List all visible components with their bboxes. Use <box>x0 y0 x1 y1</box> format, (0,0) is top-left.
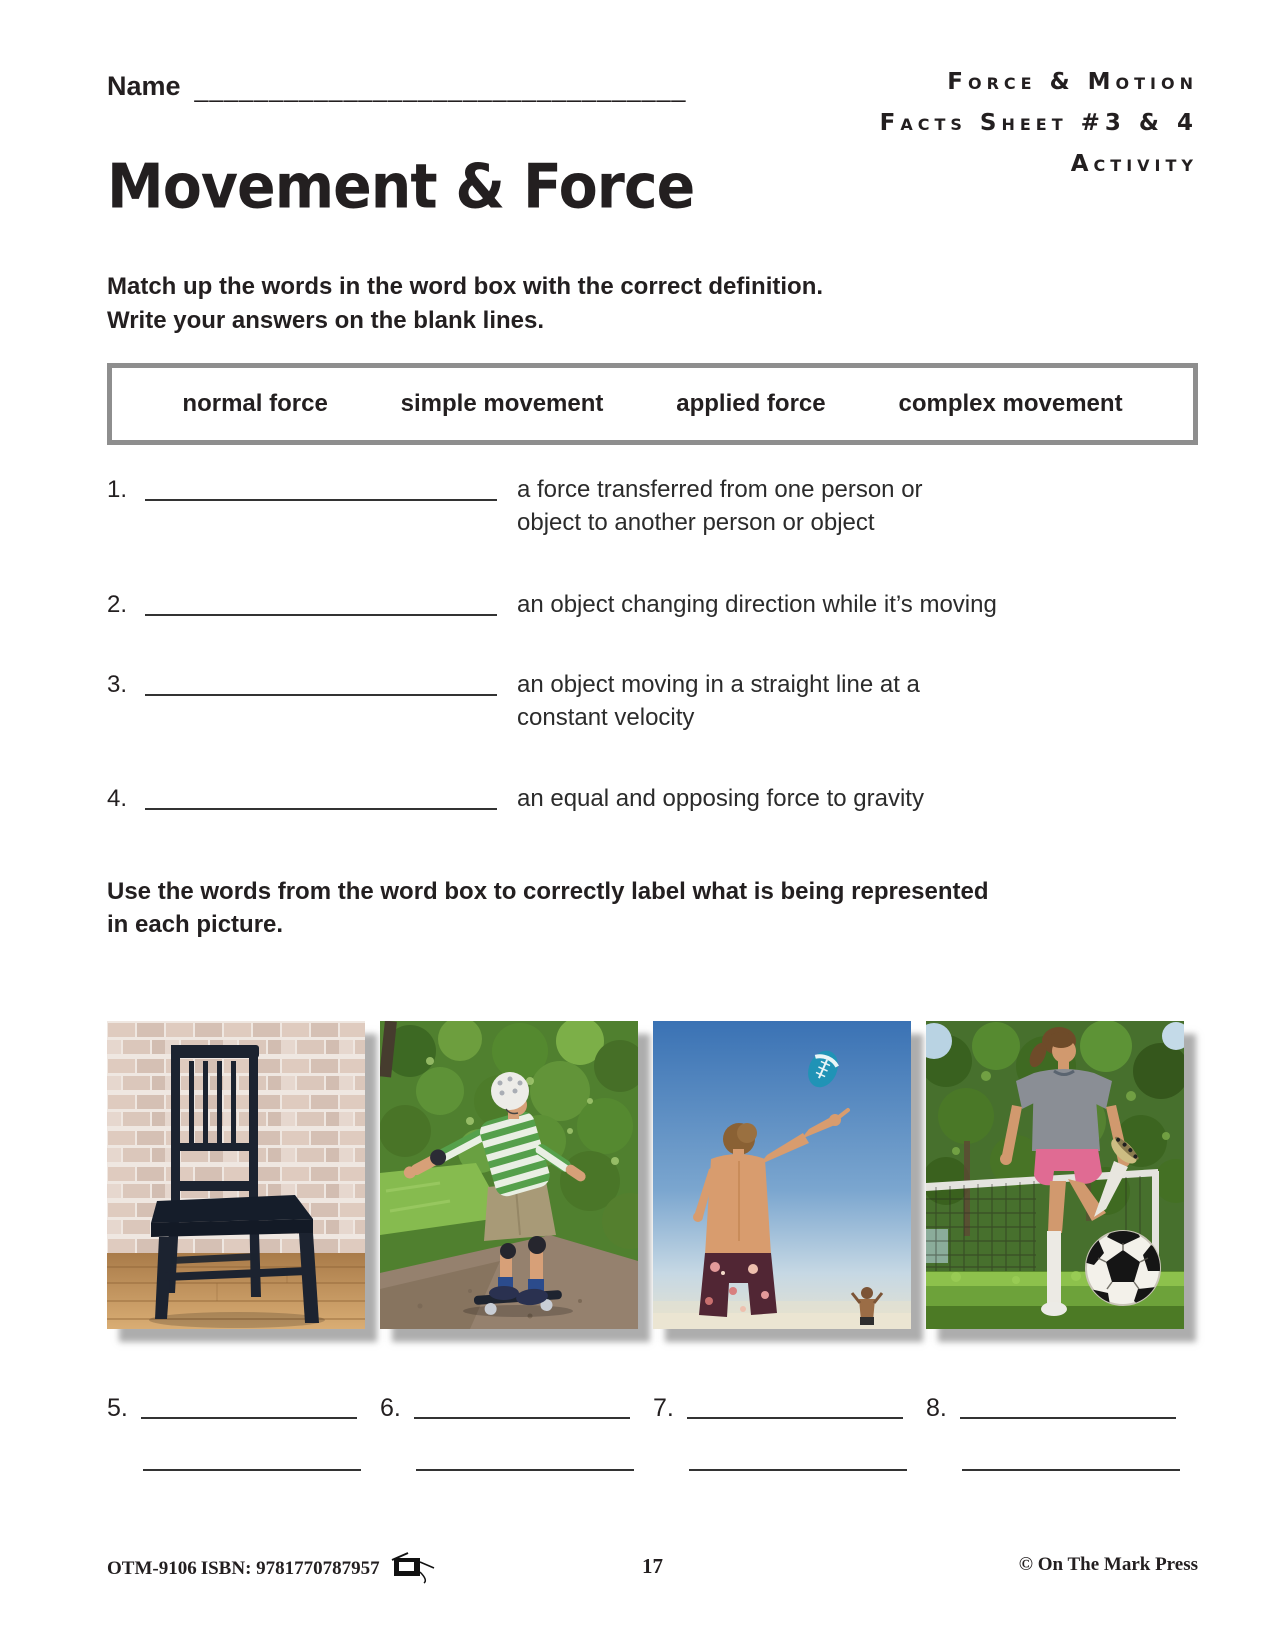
answer-blank-line <box>141 1393 357 1419</box>
copyright-text: © On The Mark Press <box>1018 1554 1198 1575</box>
section2-instructions <box>107 875 1198 941</box>
girl-kicking-soccer-ball-photo <box>926 1021 1184 1329</box>
definition-text <box>517 782 924 815</box>
word-box-term: simple movement <box>400 390 604 417</box>
picture-row <box>107 1021 1198 1329</box>
word-box-term: complex movement <box>898 390 1123 417</box>
boy-skateboarding-photo <box>380 1021 638 1329</box>
match-item-3 <box>107 668 1198 734</box>
definition-line: constant velocity <box>517 704 695 731</box>
second-line-col <box>107 1449 365 1471</box>
word-box-term: applied force <box>676 390 826 417</box>
item-number: 5. <box>107 1394 128 1422</box>
page-number: 17 <box>642 1554 663 1578</box>
product-code: OTM-9106 <box>107 1558 197 1579</box>
answer-blank-line <box>962 1449 1180 1471</box>
word-box-term: normal force <box>182 390 328 417</box>
header-type: Activity <box>1070 151 1198 177</box>
definition-line: a force transferred from one person or <box>517 476 923 503</box>
answer-blank-line <box>143 1449 361 1471</box>
item-number: 6. <box>380 1394 401 1422</box>
item-number: 7. <box>653 1394 674 1422</box>
picture-label-8 <box>926 1393 1184 1423</box>
section1-instructions <box>107 270 1198 338</box>
page-footer <box>107 1552 1198 1588</box>
photo-card-skateboarder <box>380 1021 638 1329</box>
definition-text <box>517 473 923 539</box>
photo-card-chair <box>107 1021 365 1329</box>
chair-brick-wall-photo <box>107 1021 365 1329</box>
answer-blank-line <box>414 1393 630 1419</box>
item-number: 3. <box>107 671 128 698</box>
definition-line: an equal and opposing force to gravity <box>517 785 924 812</box>
picture-label-row <box>107 1393 1198 1423</box>
answer-blank-line <box>145 588 497 616</box>
second-line-col <box>380 1449 638 1471</box>
match-item-2 <box>107 588 1198 621</box>
definition-line: an object moving in a straight line at a <box>517 671 920 698</box>
definition-text <box>517 668 920 734</box>
answer-blank-line <box>145 668 497 696</box>
answer-blank-line <box>689 1449 907 1471</box>
item-number: 1. <box>107 476 128 503</box>
header-sheet: Facts Sheet #3 & 4 <box>879 110 1198 136</box>
match-item-1 <box>107 473 1198 539</box>
page-title: Movement & Force <box>107 151 695 223</box>
second-line-col <box>653 1449 911 1471</box>
second-line-col <box>926 1449 1184 1471</box>
instruction-line: Use the words from the word box to correctly label what is being represented <box>107 878 989 905</box>
picture-label-row-2 <box>107 1449 1198 1471</box>
name-label: Name <box>107 71 181 101</box>
item-number: 8. <box>926 1394 947 1422</box>
definition-line: object to another person or object <box>517 509 875 536</box>
word-box <box>107 363 1198 445</box>
name-blank-line: _________________________________ <box>194 74 687 103</box>
picture-label-7 <box>653 1393 911 1423</box>
photo-card-football-throw <box>653 1021 911 1329</box>
boy-throwing-football-photo <box>653 1021 911 1329</box>
header-course: Force & Motion <box>947 69 1198 95</box>
picture-label-5 <box>107 1393 365 1423</box>
otm-press-logo-icon <box>390 1552 438 1586</box>
match-item-4 <box>107 782 1198 815</box>
isbn: ISBN: 9781770787957 <box>200 1558 380 1579</box>
answer-blank-line <box>960 1393 1176 1419</box>
answer-blank-line <box>416 1449 634 1471</box>
instruction-line: Match up the words in the word box with the correct definition. <box>107 273 824 300</box>
item-number: 2. <box>107 591 128 618</box>
answer-blank-line <box>145 782 497 810</box>
item-number: 4. <box>107 785 128 812</box>
definition-text <box>517 588 997 621</box>
definition-line: an object changing direction while it’s moving <box>517 591 997 618</box>
answer-blank-line <box>145 473 497 501</box>
photo-card-soccer-kick <box>926 1021 1184 1329</box>
picture-label-6 <box>380 1393 638 1423</box>
answer-blank-line <box>687 1393 903 1419</box>
instruction-line: Write your answers on the blank lines. <box>107 307 545 334</box>
instruction-line: in each picture. <box>107 911 284 938</box>
footer-publication-info <box>107 1552 438 1586</box>
